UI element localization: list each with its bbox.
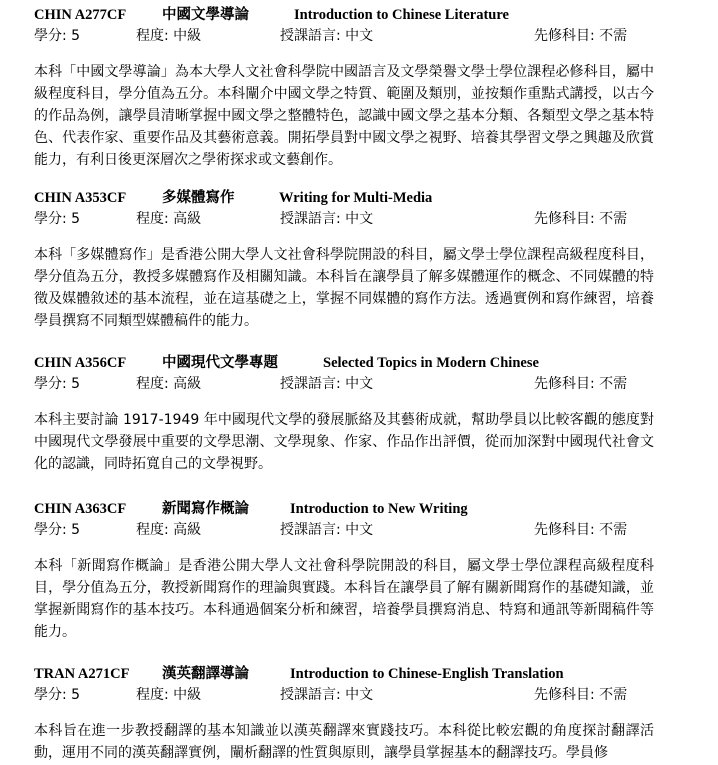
course-header [34,5,694,25]
course-title-zh: 新聞寫作概論 [162,501,249,517]
course-meta [34,520,694,540]
course-description: 本科旨在進一步教授翻譯的基本知識並以漢英翻譯來實踐技巧。本科從比較宏觀的角度探討翻譯活動，運用不同的漢英翻譯實例，闡析翻譯的性質與原則，讓學員掌握基本的翻譯技巧。學員修 [34,723,654,761]
course-title-zh: 中國現代文學專題 [162,355,278,371]
level: 程度: 高級 [136,376,202,392]
level: 程度: 中級 [136,28,202,44]
course-description: 本科「多媒體寫作」是香港公開大學人文社會科學院開設的科目，屬文學士學位課程高級程度科目，學分值為五分，教授多媒體寫作及相關知識。本科旨在讓學員了解多媒體運作的概念、不同媒體的特徵及媒體敘述的基本流程，並在這基礎之上，掌握不同媒體的寫作方法。透過實例和寫作練習，培養學員撰寫不同類型媒體稿件的能力。 [34,247,654,329]
course-meta [34,26,694,46]
course-title-en: Selected Topics in Modern Chinese [323,355,539,371]
course-code: CHIN A277CF [34,7,127,23]
course-header [34,499,694,519]
language: 授課語言: 中文 [280,687,374,703]
level: 程度: 中級 [136,687,202,703]
course-block [34,5,694,171]
course-meta [34,685,694,705]
credits: 學分: 5 [34,522,81,538]
course-block [34,353,694,475]
level: 程度: 高級 [136,211,202,227]
course-code: CHIN A353CF [34,190,127,206]
course-code: CHIN A363CF [34,501,127,517]
course-title-zh: 中國文學導論 [162,7,249,23]
course-header [34,188,694,208]
course-description: 本科主要討論 1917-1949 年中國現代文學的發展脈絡及其藝術成就，幫助學員以比較客觀的態度對中國現代文學發展中重要的文學思潮、文學現象、作家、作品作出評價，從而加深對中國現代社會文化的認識，同時拓寬自己的文學視野。 [34,412,654,472]
prerequisite: 先修科目: 不需 [534,522,628,538]
course-title-zh: 漢英翻譯導論 [162,666,249,682]
course-title-en: Introduction to Chinese Literature [294,7,509,23]
prerequisite: 先修科目: 不需 [534,687,628,703]
course-title-en: Introduction to New Writing [290,501,468,517]
level: 程度: 高級 [136,522,202,538]
course-title-zh: 多媒體寫作 [162,190,235,206]
course-title-en: Writing for Multi-Media [279,190,433,206]
course-block [34,664,694,764]
course-description: 本科「新聞寫作概論」是香港公開大學人文社會科學院開設的科目，屬文學士學位課程高級程度科目，學分值為五分，教授新聞寫作的理論與實踐。本科旨在讓學員了解有關新聞寫作的基礎知識，並掌握新聞寫作的基本技巧。本科通過個案分析和練習，培養學員撰寫消息、特寫和通訊等新聞稿件等能力。 [34,558,654,640]
course-block [34,499,694,643]
credits: 學分: 5 [34,376,81,392]
course-meta [34,374,694,394]
course-header [34,353,694,373]
course-meta [34,209,694,229]
prerequisite: 先修科目: 不需 [534,376,628,392]
course-block [34,188,694,332]
language: 授課語言: 中文 [280,211,374,227]
language: 授課語言: 中文 [280,28,374,44]
credits: 學分: 5 [34,211,81,227]
language: 授課語言: 中文 [280,376,374,392]
credits: 學分: 5 [34,687,81,703]
prerequisite: 先修科目: 不需 [534,28,628,44]
course-code: CHIN A356CF [34,355,127,371]
course-code: TRAN A271CF [34,666,130,682]
course-description: 本科「中國文學導論」為本大學人文社會科學院中國語言及文學榮譽文學士學位課程必修科目，屬中級程度科目，學分值為五分。本科闡介中國文學之特質、範圍及類別，並按類作重點式講授，以古今的作品為例，讓學員清晰掌握中國文學之整體特色，認識中國文學之基本分類、各類型文學之基本特色、代表作家、重要作品及其藝術意義。開拓學員對中國文學之視野、培養其學習文學之興趣及欣賞能力，有利日後更深層次之學術探求或文藝創作。 [34,64,654,168]
prerequisite: 先修科目: 不需 [534,211,628,227]
course-title-en: Introduction to Chinese-English Translation [290,666,564,682]
course-header [34,664,694,684]
language: 授課語言: 中文 [280,522,374,538]
credits: 學分: 5 [34,28,81,44]
